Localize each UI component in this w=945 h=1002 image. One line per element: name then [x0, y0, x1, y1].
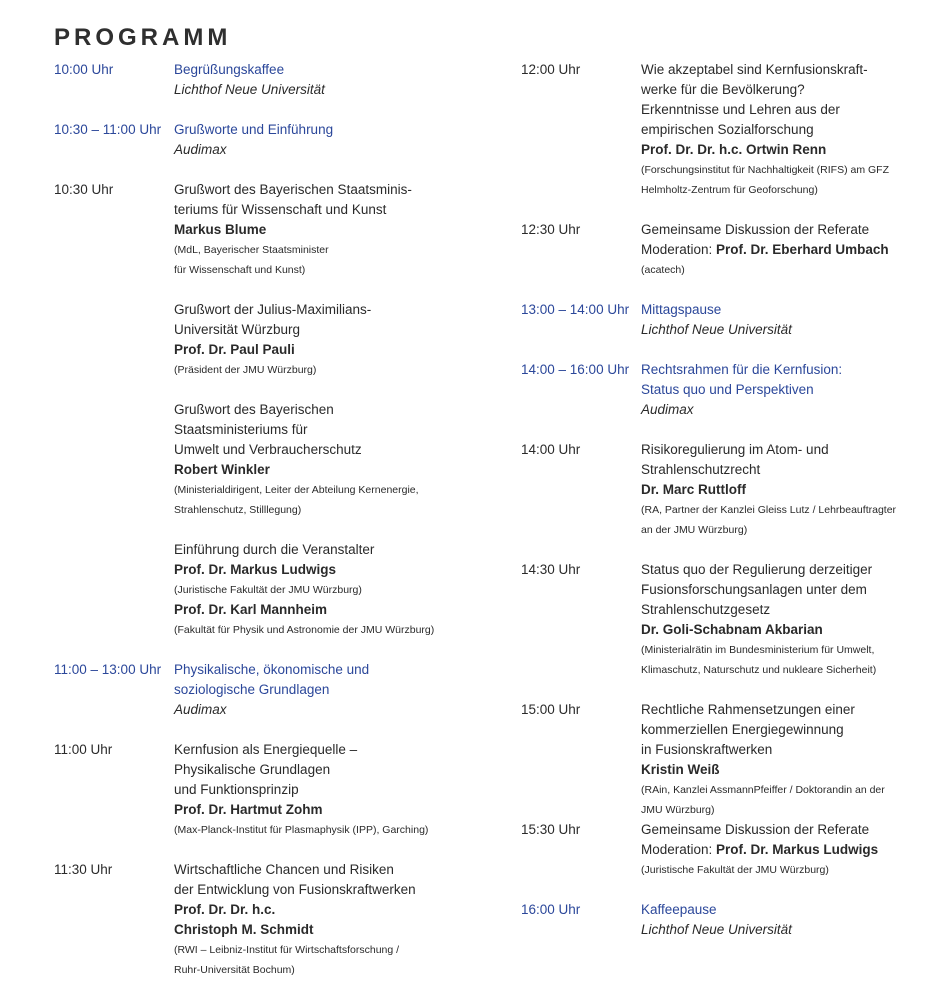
talk-title-line: teriums für Wissenschaft und Kunst [174, 202, 387, 217]
entry-venue: Audimax [641, 402, 694, 417]
moderation-label: Moderation: [641, 842, 717, 857]
talk-title-line: werke für die Bevölkerung? [641, 82, 805, 97]
entry-time: 10:30 – 11:00 Uhr [54, 122, 162, 137]
speaker-affiliation: an der JMU Würzburg) [641, 524, 748, 536]
speaker-affiliation: (Max-Planck-Institut für Plasmaphysik (IPP), Garching) [174, 824, 429, 836]
entry-title: Physikalische, ökonomische und [174, 662, 370, 677]
speaker-name: Prof. Dr. Markus Ludwigs [716, 842, 879, 857]
speaker-name: Prof. Dr. Hartmut Zohm [174, 802, 323, 817]
speaker-affiliation: (RA, Partner der Kanzlei Gleiss Lutz / Lehrbeauftragter [641, 504, 897, 516]
program-entry [521, 900, 931, 940]
entry-venue: Lichthof Neue Universität [641, 322, 792, 337]
speaker-affiliation: (Juristische Fakultät der JMU Würzburg) [641, 864, 829, 876]
entry-venue: Lichthof Neue Universität [174, 82, 325, 97]
entry-venue: Audimax [174, 702, 227, 717]
speaker-name: Dr. Goli-Schabnam Akbarian [641, 622, 823, 637]
entry-title: Status quo und Perspektiven [641, 382, 814, 397]
program-entry [54, 120, 494, 160]
talk-title-line: Wie akzeptabel sind Kernfusionskraft- [641, 62, 868, 77]
talk-title-line: Wirtschaftliche Chancen und Risiken [174, 862, 394, 877]
speaker-affiliation: Ruhr-Universität Bochum) [174, 964, 295, 976]
entry-venue: Lichthof Neue Universität [641, 922, 792, 937]
program-entry [54, 660, 494, 720]
program-entry [521, 560, 931, 680]
entry-time: 11:30 Uhr [54, 862, 113, 877]
talk-title-line: Risikoregulierung im Atom- und [641, 442, 829, 457]
talk-title-line: Strahlenschutzrecht [641, 462, 761, 477]
speaker-affiliation: (RWI – Leibniz-Institut für Wirtschaftsforschung / [174, 944, 400, 956]
entry-time: 14:00 Uhr [521, 442, 581, 457]
talk-title-line: Rechtliche Rahmensetzungen einer [641, 702, 855, 717]
entry-time: 14:00 – 16:00 Uhr [521, 362, 630, 377]
entry-time: 13:00 – 14:00 Uhr [521, 302, 630, 317]
talk-title-line: der Entwicklung von Fusionskraftwerken [174, 882, 416, 897]
speaker-affiliation: JMU Würzburg) [641, 804, 715, 816]
entry-time: 11:00 Uhr [54, 742, 113, 757]
program-entry [54, 60, 494, 100]
speaker-name: Prof. Dr. Dr. h.c. Ortwin Renn [641, 142, 827, 157]
program-column-left [54, 60, 494, 980]
entry-time: 14:30 Uhr [521, 562, 581, 577]
speaker-affiliation: (Präsident der JMU Würzburg) [174, 364, 317, 376]
talk-title-line: Gemeinsame Diskussion der Referate [641, 822, 870, 837]
talk-title-line: empirischen Sozialforschung [641, 122, 814, 137]
entry-time: 10:30 Uhr [54, 182, 114, 197]
page-title: PROGRAMM [54, 24, 232, 51]
talk-title-line: Einführung durch die Veranstalter [174, 542, 375, 557]
moderation-label: Moderation: [641, 242, 717, 257]
talk-title-line: Physikalische Grundlagen [174, 762, 331, 777]
entry-time: 10:00 Uhr [54, 62, 114, 77]
talk-title-line: Status quo der Regulierung derzeitiger [641, 562, 873, 577]
entry-venue: Audimax [174, 142, 227, 157]
entry-title: Kaffeepause [641, 902, 717, 917]
speaker-name: Christoph M. Schmidt [174, 922, 314, 937]
program-entry [54, 180, 494, 640]
program-entry [521, 360, 931, 420]
talk-title-line: Strahlenschutzgesetz [641, 602, 771, 617]
speaker-affiliation: (RAin, Kanzlei AssmannPfeiffer / Doktorandin an der [641, 784, 885, 796]
talk-title-line: Universität Würzburg [174, 322, 301, 337]
entry-time: 12:30 Uhr [521, 222, 581, 237]
speaker-affiliation: (Juristische Fakultät der JMU Würzburg) [174, 584, 362, 596]
speaker-name: Prof. Dr. Dr. h.c. [174, 902, 276, 917]
talk-title-line: Grußwort des Bayerischen Staatsminis- [174, 182, 412, 197]
talk-title-line: Erkenntnisse und Lehren aus der [641, 102, 840, 117]
speaker-affiliation: (Ministerialrätin im Bundesministerium für Umwelt, [641, 644, 875, 656]
program-column-right [521, 60, 931, 940]
entry-title: soziologische Grundlagen [174, 682, 330, 697]
speaker-name: Prof. Dr. Paul Pauli [174, 342, 295, 357]
speaker-affiliation: für Wissenschaft und Kunst) [174, 264, 306, 276]
talk-title-line: Fusionsforschungsanlagen unter dem [641, 582, 867, 597]
speaker-name: Prof. Dr. Markus Ludwigs [174, 562, 337, 577]
program-entry [521, 440, 931, 540]
moderation-line [641, 240, 931, 260]
speaker-name: Robert Winkler [174, 462, 270, 477]
speaker-name: Dr. Marc Ruttloff [641, 482, 747, 497]
talk-title-line: Umwelt und Verbraucherschutz [174, 442, 362, 457]
entry-time: 15:00 Uhr [521, 702, 581, 717]
speaker-affiliation: (Fakultät für Physik und Astronomie der JMU Würzburg) [174, 624, 435, 636]
speaker-name: Markus Blume [174, 222, 267, 237]
program-entry [521, 220, 931, 280]
talk-title-line: Grußwort der Julius-Maximilians- [174, 302, 372, 317]
talk-title-line: in Fusionskraftwerken [641, 742, 773, 757]
entry-time: 12:00 Uhr [521, 62, 581, 77]
program-entry [521, 700, 931, 820]
moderation-line [641, 840, 931, 860]
entry-title: Grußworte und Einführung [174, 122, 334, 137]
speaker-affiliation: (Ministerialdirigent, Leiter der Abteilung Kernenergie, [174, 484, 419, 496]
speaker-affiliation: Klimaschutz, Naturschutz und nukleare Sicherheit) [641, 664, 877, 676]
talk-title-line: Staatsministeriums für [174, 422, 308, 437]
speaker-affiliation: (Forschungsinstitut für Nachhaltigkeit (RIFS) am GFZ [641, 164, 889, 176]
talk-title-line: Gemeinsame Diskussion der Referate [641, 222, 870, 237]
speaker-name: Prof. Dr. Karl Mannheim [174, 602, 328, 617]
talk-title-line: Grußwort des Bayerischen [174, 402, 334, 417]
entry-title: Rechtsrahmen für die Kernfusion: [641, 362, 843, 377]
program-entry [54, 860, 494, 980]
entry-time: 15:30 Uhr [521, 822, 581, 837]
speaker-affiliation: (acatech) [641, 264, 685, 276]
speaker-name: Kristin Weiß [641, 762, 720, 777]
speaker-affiliation: Helmholtz-Zentrum für Geoforschung) [641, 184, 818, 196]
talk-title-line: Kernfusion als Energiequelle – [174, 742, 358, 757]
talk-title-line: kommerziellen Energiegewinnung [641, 722, 844, 737]
talk-title-line: und Funktionsprinzip [174, 782, 299, 797]
program-entry [54, 740, 494, 840]
entry-title: Begrüßungskaffee [174, 62, 285, 77]
speaker-name: Prof. Dr. Eberhard Umbach [716, 242, 889, 257]
program-entry [521, 300, 931, 340]
program-entry [521, 60, 931, 200]
speaker-affiliation: (MdL, Bayerischer Staatsminister [174, 244, 329, 256]
entry-title: Mittagspause [641, 302, 722, 317]
entry-time: 11:00 – 13:00 Uhr [54, 662, 162, 677]
entry-time: 16:00 Uhr [521, 902, 581, 917]
speaker-affiliation: Strahlenschutz, Stilllegung) [174, 504, 302, 516]
program-entry [521, 820, 931, 880]
